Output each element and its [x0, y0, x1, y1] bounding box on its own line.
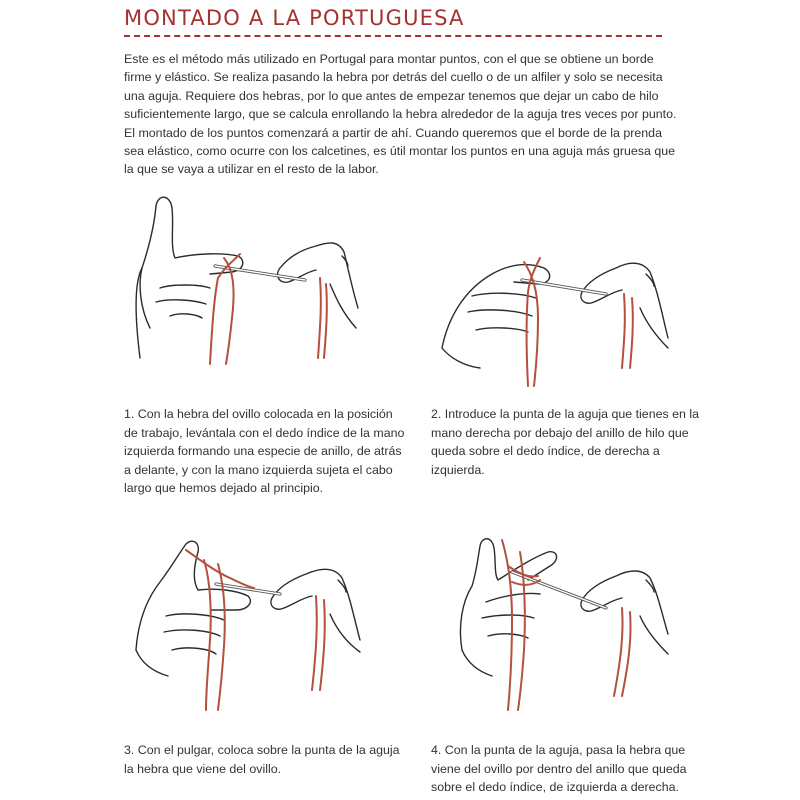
title-dashed-rule	[124, 35, 662, 37]
page-title: MONTADO A LA PORTUGUESA	[124, 6, 465, 30]
left-fingers	[462, 593, 540, 676]
step-1-caption: 1. Con la hebra del ovillo colocada en la posición de trabajo, levántala con el dedo índice de la mano izquierda formando una especie de anillo, de atrás a delante, y con la mano izquierda sujeta el cabo largo que hemos dejado al principio.	[124, 407, 405, 496]
yarn-tail	[204, 560, 211, 710]
left-fingers	[442, 293, 536, 368]
step-2-caption: 2. Introduce la punta de la aguja que tienes en la mano derecha por debajo del anillo de hilo que queda sobre el dedo índice, de derecha a izquierda.	[431, 407, 699, 477]
left-fingers	[140, 268, 210, 328]
step-2-hands-drawing	[428, 218, 673, 418]
yarn-right	[622, 294, 633, 368]
right-hand	[581, 571, 668, 654]
step-2-illustration	[428, 218, 673, 418]
right-hand	[278, 243, 358, 328]
yarn-right	[312, 596, 325, 690]
yarn-right	[318, 278, 327, 358]
left-hand	[136, 197, 243, 358]
step-4-illustration	[428, 530, 673, 730]
step-4-hands-drawing	[428, 530, 673, 730]
yarn-tail	[502, 540, 512, 710]
step-3-caption: 3. Con el pulgar, coloca sobre la punta de la aguja la hebra que viene del ovillo.	[124, 743, 400, 776]
yarn-right	[614, 608, 631, 696]
left-hand	[136, 541, 250, 650]
left-hand	[442, 265, 550, 348]
step-1-illustration	[120, 188, 365, 388]
step-3-hands-drawing	[120, 530, 365, 730]
yarn-working	[224, 258, 234, 364]
step-3-illustration	[120, 530, 365, 730]
step-4-caption: 4. Con la punta de la aguja, pasa la hebra que viene del ovillo por dentro del anillo que queda sobre el dedo índice, de izquierda a derecha.	[431, 743, 687, 795]
intro-paragraph: Este es el método más utilizado en Portugal para montar puntos, con el que se obtiene un borde firme y elástico. Se realiza pasando la hebra por detrás del cuello o de un alfiler y solo se necesita una aguja. Requiere dos hebras, por lo que antes de empezar tenemos que dejar un cabo de hilo suficientemente largo, que se calcula enrollando la hebra alrededor de la aguja tres veces por punto. El montado de los puntos comenzará a partir de ahí. Cuando queremos que el borde de la prenda sea elástico, como ocurre con los calcetines, es útil montar los puntos en una aguja más gruesa que la que se vaya a utilizar en el resto de la labor.	[124, 52, 677, 177]
step-1-hands-drawing	[120, 188, 365, 388]
